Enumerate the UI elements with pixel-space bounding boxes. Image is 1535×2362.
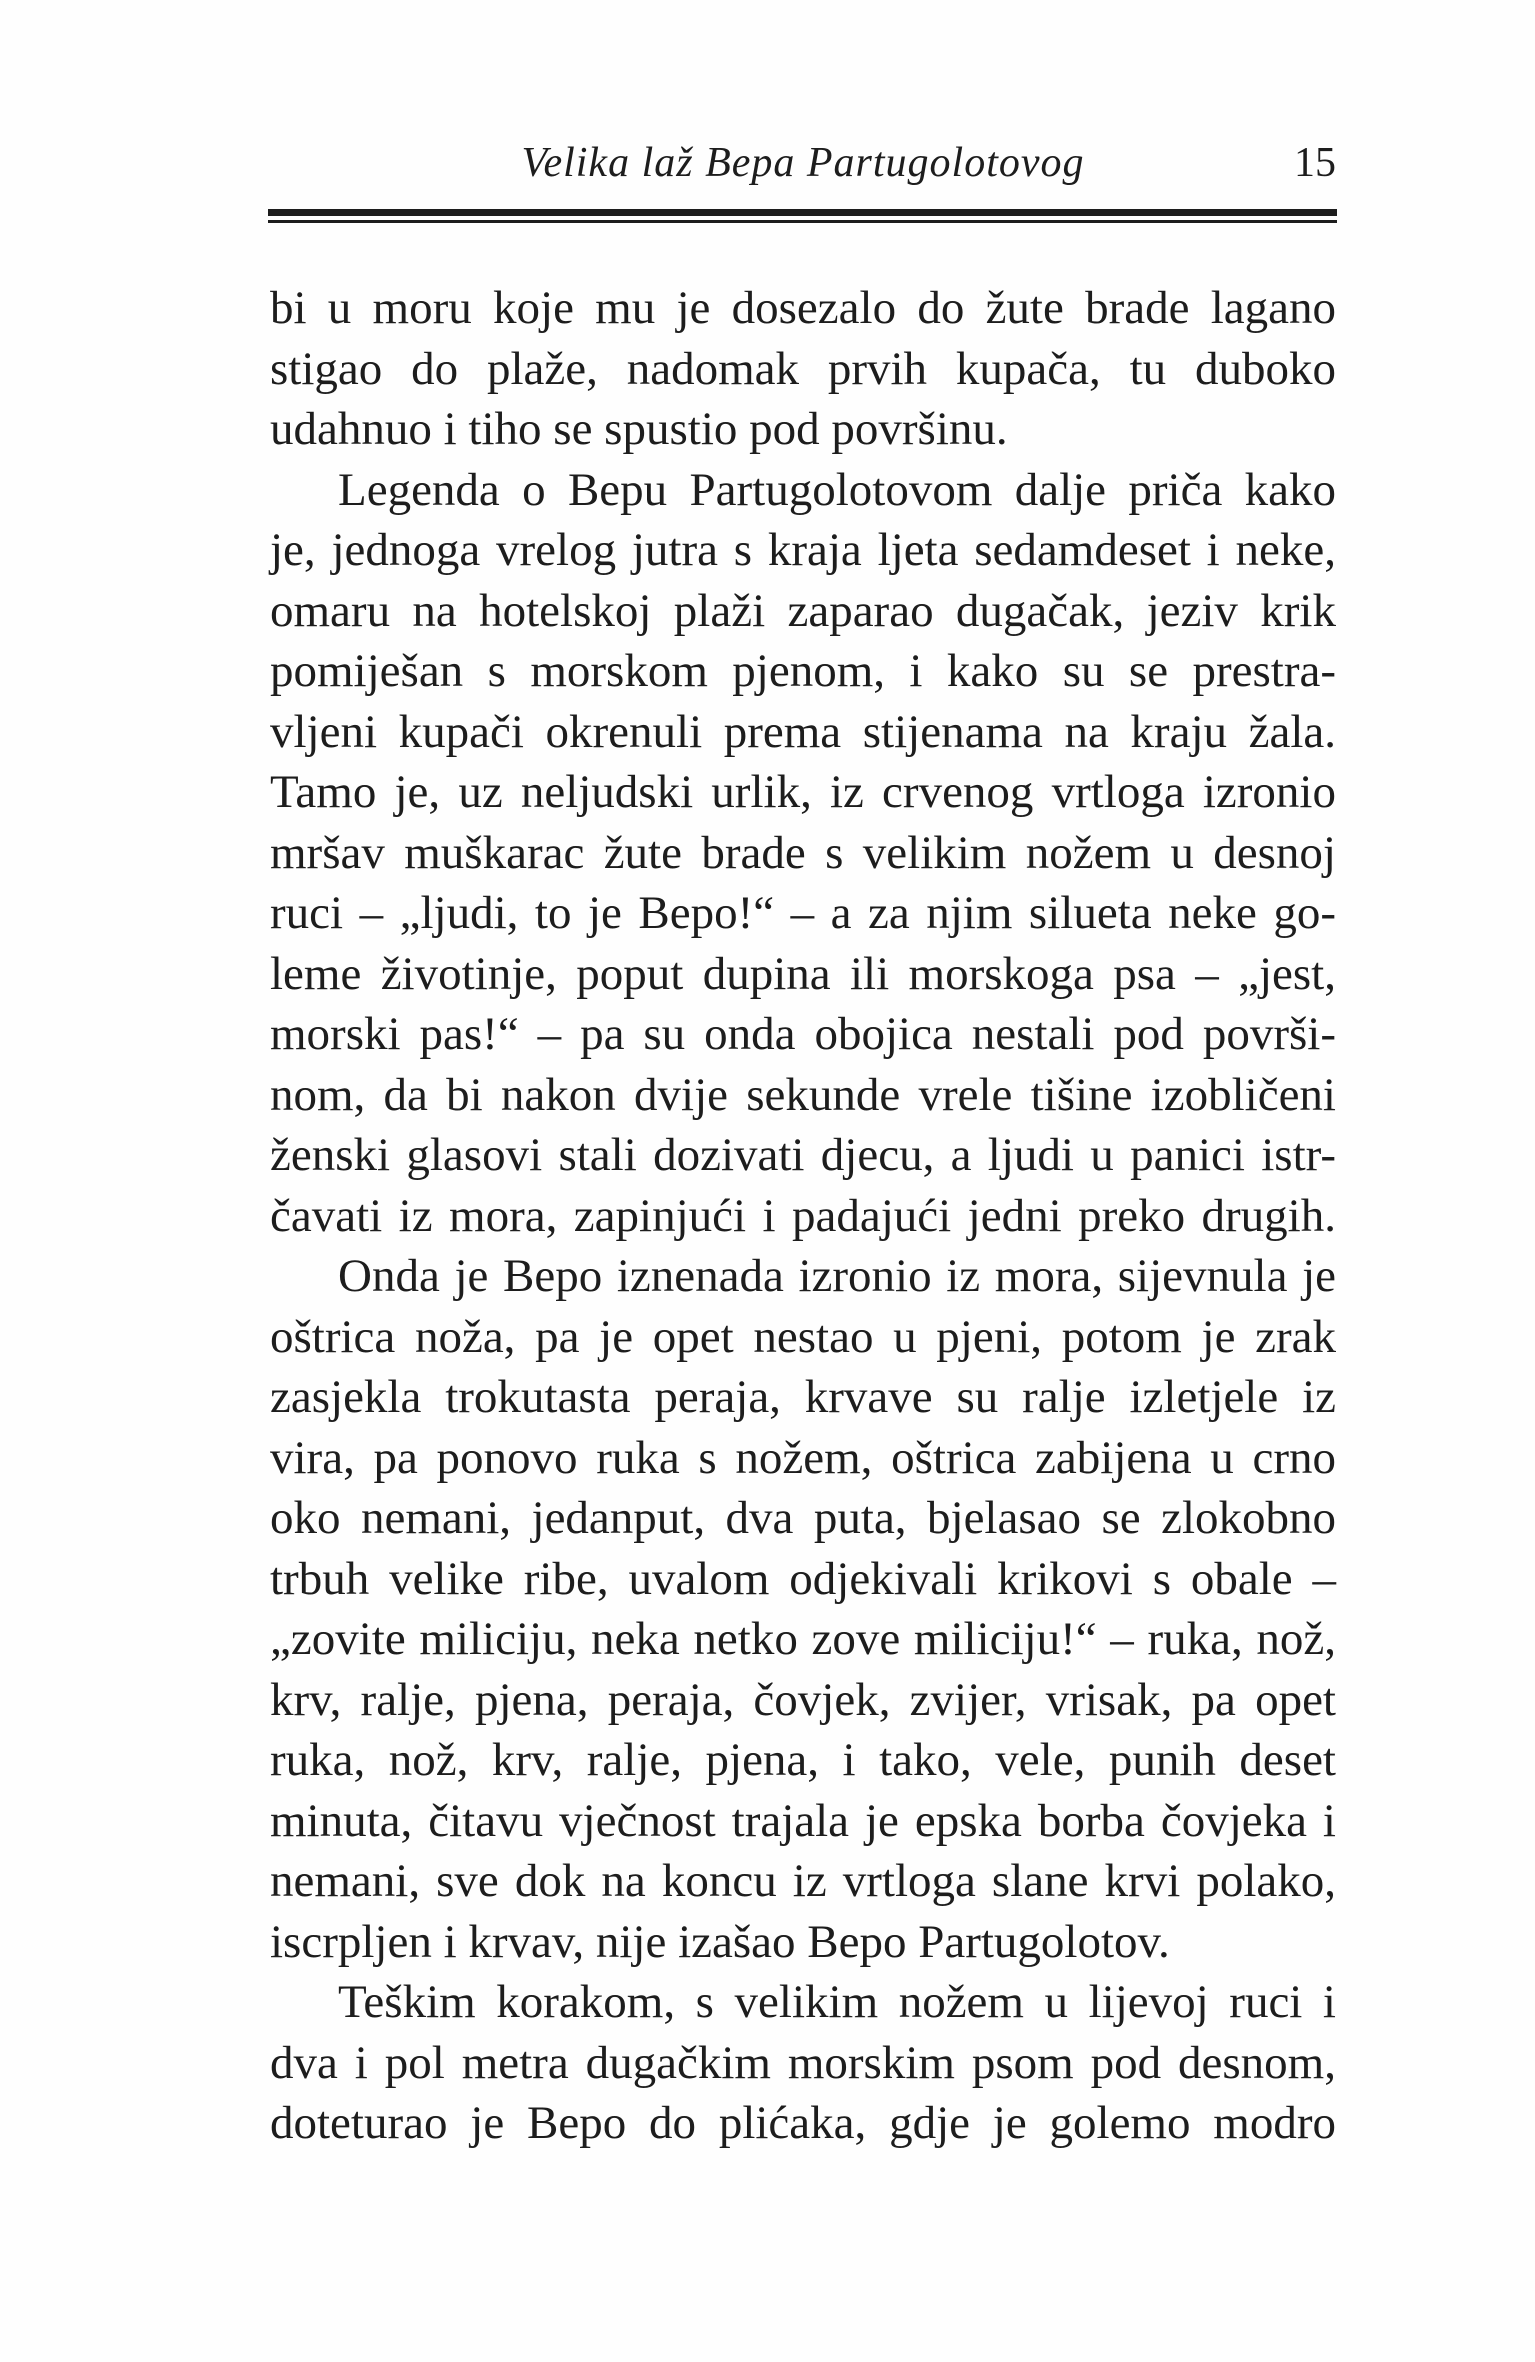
- running-header: [270, 128, 1336, 184]
- rule-thin-line: [268, 220, 1337, 223]
- text-line: čavati iz mora, zapinjući i padajući jedni preko drugih.: [270, 1189, 1336, 1242]
- text-line: omaru na hotelskoj plaži zaparao dugačak, jeziv krik: [270, 584, 1336, 637]
- text-line: stigao do plaže, nadomak prvih kupača, tu duboko: [270, 342, 1336, 395]
- text-line: vljeni kupači okrenuli prema stijenama na kraju žala.: [270, 705, 1336, 758]
- text-line: bi u moru koje mu je dosezalo do žute brade lagano: [270, 282, 1336, 334]
- text-line: ženski glasovi stali dozivati djecu, a ljudi u panici istr-: [270, 1129, 1336, 1181]
- text-line: „zovite miliciju, neka netko zove miliciju!“ – ruka, nož,: [270, 1613, 1336, 1665]
- text-line: Tamo je, uz neljudski urlik, iz crvenog vrtloga izronio: [270, 766, 1336, 818]
- header-double-rule: [268, 209, 1337, 223]
- text-line: ruci – „ljudi, to je Bepo!“ – a za njim silueta neke go-: [270, 887, 1336, 939]
- text-line: pomiješan s morskom pjenom, i kako su se prestra-: [270, 645, 1336, 697]
- text-line: Legenda o Bepu Partugolotovom dalje priča kako: [338, 463, 1336, 516]
- text-line: Teškim korakom, s velikim nožem u lijevoj ruci i: [338, 1976, 1336, 2028]
- text-line: dva i pol metra dugačkim morskim psom pod desnom,: [270, 2036, 1336, 2089]
- text-line: vira, pa ponovo ruka s nožem, oštrica zabijena u crno: [270, 1431, 1336, 1484]
- text-line: je, jednoga vrelog jutra s kraja ljeta sedamdeset i neke,: [270, 524, 1336, 576]
- text-line: Onda je Bepo iznenada izronio iz mora, sijevnula je: [338, 1250, 1336, 1302]
- page-number: 15: [1294, 140, 1336, 186]
- running-title: Velika laž Bepa Partugolotovog: [521, 140, 1085, 186]
- text-line: trbuh velike ribe, uvalom odjekivali krikovi s obale –: [270, 1552, 1336, 1605]
- text-line: nemani, sve dok na koncu iz vrtloga slane krvi polako,: [270, 1855, 1336, 1907]
- text-line: krv, ralje, pjena, peraja, čovjek, zvijer, vrisak, pa opet: [270, 1673, 1336, 1726]
- text-line: nom, da bi nakon dvije sekunde vrele tišine izobličeni: [270, 1068, 1336, 1121]
- text-line: morski pas!“ – pa su onda obojica nestali pod površi-: [270, 1008, 1336, 1060]
- text-line: zasjekla trokutasta peraja, krvave su ralje izletjele iz: [270, 1371, 1336, 1423]
- text-line: minuta, čitavu vječnost trajala je epska borba čovjeka i: [270, 1794, 1336, 1847]
- text-line: leme životinje, poput dupina ili morskoga psa – „jest,: [270, 947, 1336, 1000]
- text-line: udahnuo i tiho se spustio pod površinu.: [270, 403, 1008, 455]
- text-line: mršav muškarac žute brade s velikim nožem u desnoj: [270, 826, 1336, 879]
- text-line: doteturao je Bepo do plićaka, gdje je golemo modro: [270, 2097, 1336, 2149]
- rule-thick-line: [268, 209, 1337, 216]
- body-text: [270, 278, 1336, 2154]
- text-line: oštrica noža, pa je opet nestao u pjeni, potom je zrak: [270, 1310, 1336, 1363]
- text-line: oko nemani, jedanput, dva puta, bjelasao se zlokobno: [270, 1492, 1336, 1544]
- text-line: iscrpljen i krvav, nije izašao Bepo Partugolotov.: [270, 1915, 1170, 1968]
- text-line: ruka, nož, krv, ralje, pjena, i tako, vele, punih deset: [270, 1734, 1336, 1786]
